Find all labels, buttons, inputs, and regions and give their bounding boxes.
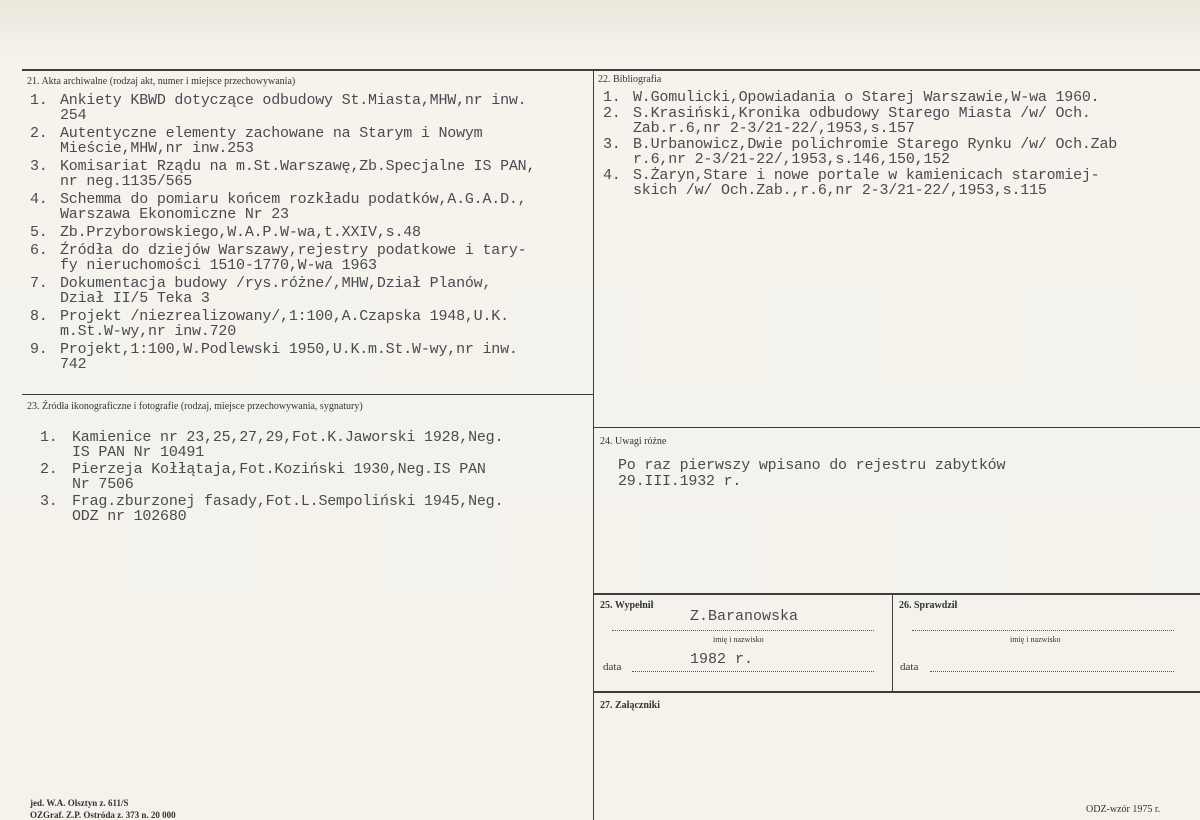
list-item-line: Frag.zburzonej fasady,Fot.L.Sempoliński 1945,Neg. [72,493,504,510]
list-item-number: 5. [30,224,48,241]
list-item-line: fy nieruchomości 1510-1770,W-wa 1963 [60,257,377,274]
list-item-line: ODZ nr 102680 [72,508,187,525]
list-item-line: S.Krasiński,Kronika odbudowy Starego Miasta /w/ Och. [633,105,1091,122]
list-item-line: r.6,nr 2-3/21-22/,1953,s.146,150,152 [633,151,950,168]
date-label-25: data [603,661,622,673]
date-label-26: data [900,661,919,673]
list-item-line: Kamienice nr 23,25,27,29,Fot.K.Jaworski 1928,Neg. [72,429,504,446]
rule-section-23 [22,394,593,395]
list-item-line: 742 [60,356,87,373]
name-caption-25: imię i nazwisko [713,635,764,644]
section-26-header: 26. Sprawdził [899,600,958,611]
list-item-line: Pierzeja Kołłątaja,Fot.Koziński 1930,Neg.IS PAN [72,461,486,478]
list-item-line: skich /w/ Och.Zab.,r.6,nr 2-3/21-22/,1953,s.115 [633,182,1047,199]
list-item-number: 1. [30,92,48,109]
list-item-line: Autentyczne elementy zachowane na Starym i Nowym [60,125,483,142]
section-21-header: 21. Akta archiwalne (rodzaj akt, numer i miejsce przechowywania) [27,76,296,87]
footer-print-info-2: OZGraf. Z.P. Ostróda z. 373 n. 20 000 [30,810,176,820]
list-item-line: Dokumentacja budowy /rys.różne/,MHW,Dział Planów, [60,275,492,292]
list-item-number: 3. [30,158,48,175]
list-item-number: 2. [603,105,621,122]
list-item-line: Źródła do dziejów Warszawy,rejestry podatkowe i tary- [60,242,527,259]
list-item-line: S.Żaryn,Stare i nowe portale w kamienicach staromiej- [633,167,1100,184]
list-item-line: W.Gomulicki,Opowiadania o Starej Warszawie,W-wa 1960. [633,89,1100,106]
list-item-line: B.Urbanowicz,Dwie polichromie Starego Rynku /w/ Och.Zab [633,136,1118,153]
list-item-number: 3. [40,493,58,510]
list-item-number: 7. [30,275,48,292]
list-item-line: Komisariat Rządu na m.St.Warszawę,Zb.Specjalne IS PAN, [60,158,536,175]
list-item-line: Dział II/5 Teka 3 [60,290,210,307]
name-caption-26: imię i nazwisko [1010,635,1061,644]
filled-by-name: Z.Baranowska [690,608,799,625]
footer-print-info-1: jed. W.A. Olsztyn z. 611/S [30,798,129,808]
date-dotted-line-26 [930,671,1174,672]
list-item-line: Nr 7506 [72,476,134,493]
top-rule [22,69,1200,71]
list-item-line: Warszawa Ekonomiczne Nr 23 [60,206,289,223]
name-dotted-line-25 [612,630,874,631]
rule-section-27 [594,691,1200,693]
list-item-number: 1. [40,429,58,446]
list-item-line: 254 [60,107,87,124]
date-dotted-line-25 [632,671,874,672]
rule-section-25 [594,593,1200,595]
list-item-number: 3. [603,136,621,153]
list-item-line: Ankiety KBWD dotyczące odbudowy St.Miasta,MHW,nr inw. [60,92,527,109]
rule-section-24 [594,427,1200,428]
list-item-number: 6. [30,242,48,259]
list-item-number: 4. [30,191,48,208]
list-item-number: 2. [40,461,58,478]
list-item-line: Zab.r.6,nr 2-3/21-22/,1953,s.157 [633,120,915,137]
section-27-header: 27. Załączniki [600,700,661,711]
divider-25-26 [892,594,893,692]
remarks-line-2: 29.III.1932 r. [618,473,742,490]
list-item-number: 9. [30,341,48,358]
list-item-line: Zb.Przyborowskiego,W.A.P.W-wa,t.XXIV,s.48 [60,224,421,241]
list-item-line: Projekt,1:100,W.Podlewski 1950,U.K.m.St.W-wy,nr inw. [60,341,518,358]
section-24-header: 24. Uwagi różne [600,436,667,447]
list-item-line: IS PAN Nr 10491 [72,444,205,461]
list-item-number: 8. [30,308,48,325]
footer-form-template: ODZ-wzór 1975 r. [1086,804,1161,815]
list-item-line: nr neg.1135/565 [60,173,193,190]
list-item-number: 4. [603,167,621,184]
list-item-line: Mieście,MHW,nr inw.253 [60,140,254,157]
name-dotted-line-26 [912,630,1174,631]
section-22-header: 22. Bibliografia [598,74,662,85]
section-25-header: 25. Wypełnił [600,600,654,611]
section-23-header: 23. Źródła ikonograficzne i fotografie (rodzaj, miejsce przechowywania, sygnatury) [27,401,363,412]
list-item-line: m.St.W-wy,nr inw.720 [60,323,237,340]
filled-by-date: 1982 r. [690,651,754,668]
list-item-number: 1. [603,89,621,106]
remarks-line-1: Po raz pierwszy wpisano do rejestru zabytków [618,457,1006,474]
vertical-divider [593,70,594,820]
list-item-number: 2. [30,125,48,142]
list-item-line: Projekt /niezrealizowany/,1:100,A.Czapska 1948,U.K. [60,308,509,325]
list-item-line: Schemma do pomiaru końcem rozkładu podatków,A.G.A.D., [60,191,527,208]
